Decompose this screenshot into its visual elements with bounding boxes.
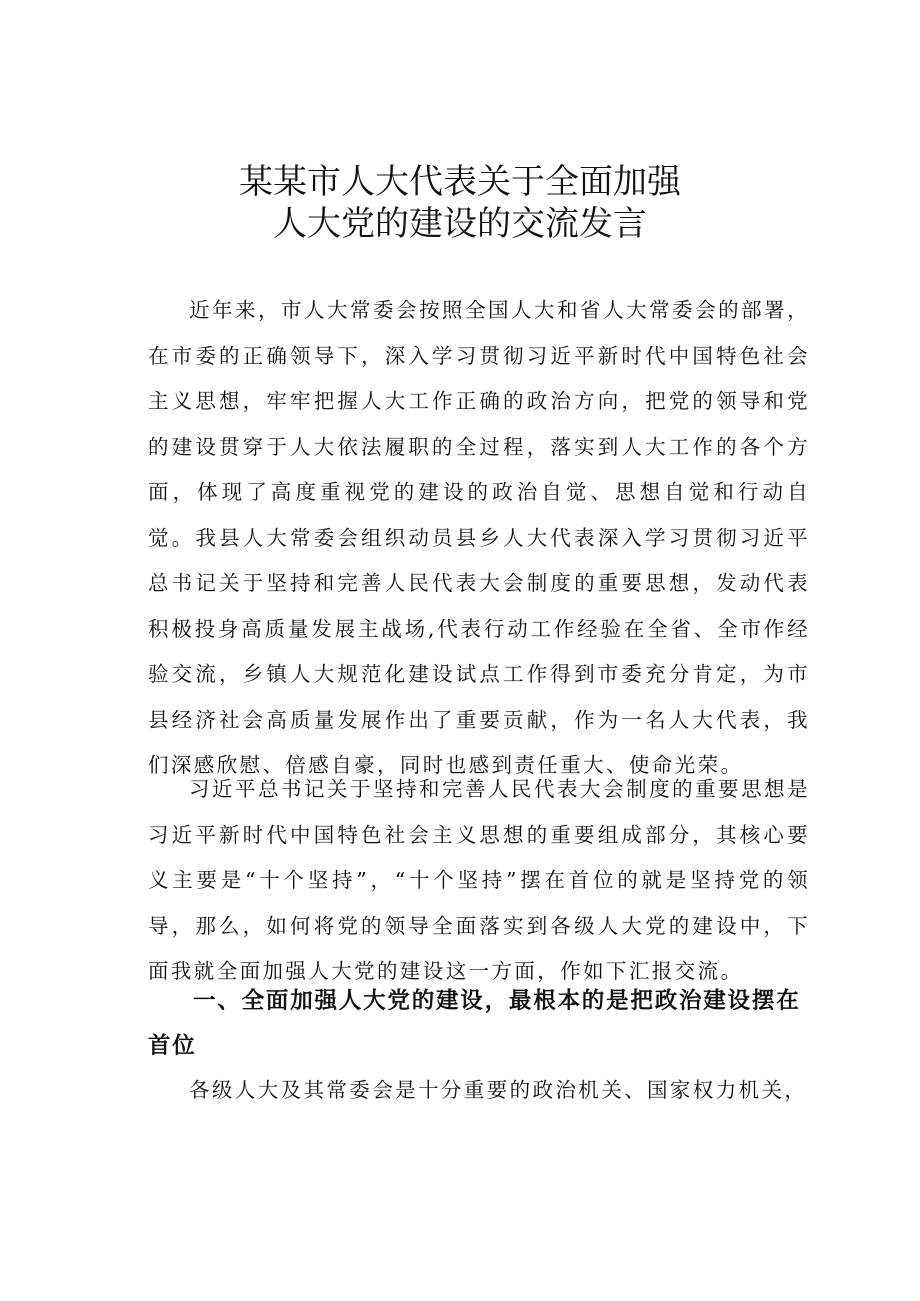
document-title-line-1: 某某市人大代表关于全面加强 (239, 162, 681, 202)
section-heading-1: 一、全面加强人大党的建设，最根本的是把政治建设摆在首位 (148, 988, 801, 1059)
document-title-line-2: 人大党的建设的交流发言 (273, 204, 647, 244)
paragraph-intro: 近年来，市人大常委会按照全国人大和省人大常委会的部署，在市委的正确领导下，深入学习贯彻习近平新时代中国特色社会主义思想，牢牢把握人大工作正确的政治方向，把党的领导和党的建设贯穿于人大依法履职的全过程，落实到人大工作的各个方面，体现了高度重视党的建设的政治自觉、思想自觉和行动自觉。我县人大常委会组织动员县乡人大代表深入学习贯彻习近平总书记关于坚持和完善人民代表大会制度的重要思想，发动代表积极投身高质量发展主战场,代表行动工作经验在全省、全市作经验交流，乡镇人大规范化建设试点工作得到市委充分肯定，为市县经济社会高质量发展作出了重要贡献，作为一名人大代表，我们深感欣慰、倍感自豪，同时也感到责任重大、使命光荣。 (148, 298, 810, 777)
paragraph-thought: 习近平总书记关于坚持和完善人民代表大会制度的重要思想是习近平新时代中国特色社会主义思想的重要组成部分，其核心要义主要是“十个坚持”，“十个坚持”摆在首位的就是坚持党的领导，那么，如何将党的领导全面落实到各级人大党的建设中，下面我就全面加强人大党的建设这一方面，作如下汇报交流。 (148, 777, 810, 983)
paragraph-section-1: 各级人大及其常委会是十分重要的政治机关、国家权力机关， (189, 1078, 808, 1102)
